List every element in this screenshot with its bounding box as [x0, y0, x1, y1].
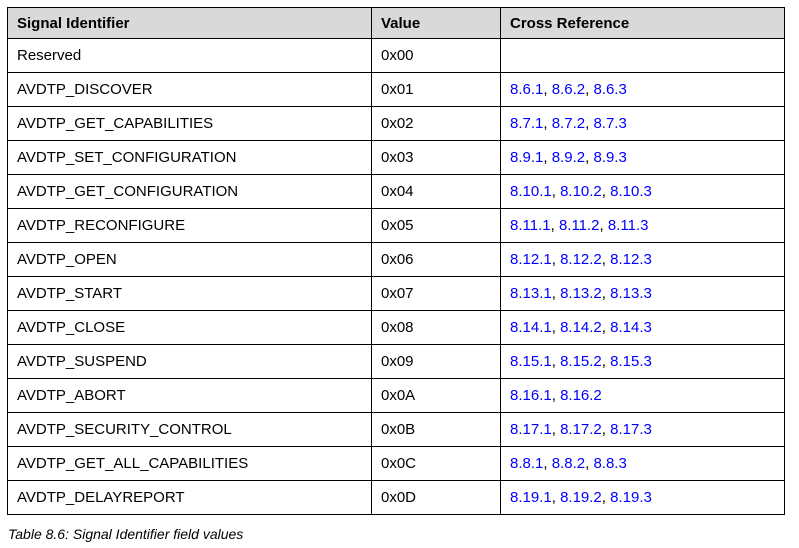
cross-reference-link[interactable]: 8.17.2	[560, 421, 602, 438]
cross-reference-link[interactable]: 8.13.2	[560, 285, 602, 302]
reference-separator: ,	[551, 285, 561, 302]
value-cell: 0x08	[372, 311, 501, 345]
cross-reference-cell	[501, 447, 785, 481]
reference-separator: ,	[551, 421, 561, 438]
header-value: Value	[372, 8, 501, 39]
cross-reference-link[interactable]: 8.8.1	[510, 455, 544, 472]
value-cell: 0x00	[372, 39, 501, 73]
value-cell: 0x0B	[372, 413, 501, 447]
table-row	[8, 345, 785, 379]
cross-reference-link[interactable]: 8.9.1	[510, 149, 544, 166]
cross-reference-link[interactable]: 8.12.3	[610, 251, 652, 268]
value-cell: 0x07	[372, 277, 501, 311]
reference-separator: ,	[601, 489, 611, 506]
reference-separator: ,	[585, 149, 594, 166]
cross-reference-cell	[501, 345, 785, 379]
table-row	[8, 175, 785, 209]
value-cell: 0x05	[372, 209, 501, 243]
reference-separator: ,	[543, 149, 552, 166]
table-row	[8, 209, 785, 243]
header-cross-reference: Cross Reference	[501, 8, 785, 39]
cross-reference-link[interactable]: 8.11.3	[607, 217, 649, 234]
cross-reference-cell	[501, 277, 785, 311]
cross-reference-cell	[501, 175, 785, 209]
table-row	[8, 277, 785, 311]
signal-identifier-cell: AVDTP_ABORT	[8, 379, 372, 413]
table-row	[8, 243, 785, 277]
cross-reference-link[interactable]: 8.14.1	[510, 319, 552, 336]
signal-identifier-cell: AVDTP_GET_CAPABILITIES	[8, 107, 372, 141]
cross-reference-link[interactable]: 8.10.1	[510, 183, 552, 200]
reference-separator: ,	[585, 81, 594, 98]
signal-identifier-cell: AVDTP_SECURITY_CONTROL	[8, 413, 372, 447]
table-caption: Table 8.6: Signal Identifier field values	[8, 526, 244, 542]
cross-reference-link[interactable]: 8.16.2	[560, 387, 602, 404]
table-row	[8, 107, 785, 141]
cross-reference-cell	[501, 141, 785, 175]
signal-identifier-cell: Reserved	[8, 39, 372, 73]
signal-identifier-cell: AVDTP_RECONFIGURE	[8, 209, 372, 243]
signal-identifier-cell: AVDTP_DISCOVER	[8, 73, 372, 107]
value-cell: 0x02	[372, 107, 501, 141]
value-cell: 0x09	[372, 345, 501, 379]
signal-identifier-cell: AVDTP_CLOSE	[8, 311, 372, 345]
table-header-row	[8, 8, 785, 39]
cross-reference-link[interactable]: 8.11.2	[558, 217, 600, 234]
cross-reference-link[interactable]: 8.13.3	[610, 285, 652, 302]
cross-reference-cell	[501, 243, 785, 277]
cross-reference-link[interactable]: 8.9.3	[593, 149, 627, 166]
cross-reference-link[interactable]: 8.7.2	[551, 115, 586, 132]
value-cell: 0x03	[372, 141, 501, 175]
cross-reference-cell	[501, 107, 785, 141]
signal-identifier-cell: AVDTP_OPEN	[8, 243, 372, 277]
reference-separator: ,	[543, 81, 552, 98]
cross-reference-cell	[501, 481, 785, 515]
cross-reference-link[interactable]: 8.11.1	[510, 217, 551, 234]
table-row	[8, 311, 785, 345]
table-row	[8, 447, 785, 481]
reference-separator: ,	[551, 387, 561, 404]
signal-identifier-cell: AVDTP_SET_CONFIGURATION	[8, 141, 372, 175]
header-signal-identifier: Signal Identifier	[8, 8, 372, 39]
cross-reference-link[interactable]: 8.19.1	[510, 489, 552, 506]
reference-separator: ,	[601, 251, 611, 268]
table-row	[8, 379, 785, 413]
value-cell: 0x0C	[372, 447, 501, 481]
value-cell: 0x0D	[372, 481, 501, 515]
reference-separator: ,	[543, 455, 552, 472]
reference-separator: ,	[601, 353, 611, 370]
reference-separator: ,	[551, 353, 561, 370]
cross-reference-cell	[501, 209, 785, 243]
cross-reference-link[interactable]: 8.14.3	[610, 319, 652, 336]
table-body	[8, 39, 785, 515]
cross-reference-link[interactable]: 8.17.3	[610, 421, 652, 438]
signal-identifier-cell: AVDTP_GET_CONFIGURATION	[8, 175, 372, 209]
reference-separator: ,	[599, 217, 608, 234]
signal-identifier-table	[7, 7, 785, 515]
cross-reference-link[interactable]: 8.8.3	[593, 455, 627, 472]
cross-reference-link[interactable]: 8.10.2	[560, 183, 602, 200]
cross-reference-cell	[501, 73, 785, 107]
cross-reference-link[interactable]: 8.12.1	[510, 251, 552, 268]
cross-reference-cell	[501, 311, 785, 345]
cross-reference-link[interactable]: 8.17.1	[510, 421, 552, 438]
cross-reference-link[interactable]: 8.9.2	[551, 149, 586, 166]
reference-separator: ,	[601, 183, 611, 200]
cross-reference-link[interactable]: 8.6.2	[551, 81, 586, 98]
reference-separator: ,	[601, 319, 611, 336]
reference-separator: ,	[551, 251, 561, 268]
cross-reference-link[interactable]: 8.8.2	[551, 455, 586, 472]
value-cell: 0x01	[372, 73, 501, 107]
cross-reference-link[interactable]: 8.19.3	[610, 489, 652, 506]
signal-identifier-cell: AVDTP_DELAYREPORT	[8, 481, 372, 515]
table-row	[8, 413, 785, 447]
cross-reference-link[interactable]: 8.13.1	[510, 285, 552, 302]
reference-separator: ,	[543, 115, 552, 132]
cross-reference-link[interactable]: 8.6.1	[510, 81, 544, 98]
cross-reference-link[interactable]: 8.6.3	[593, 81, 627, 98]
cross-reference-link[interactable]: 8.7.1	[510, 115, 544, 132]
reference-separator: ,	[551, 489, 561, 506]
signal-identifier-cell: AVDTP_SUSPEND	[8, 345, 372, 379]
reference-separator: ,	[585, 115, 594, 132]
signal-identifier-cell: AVDTP_START	[8, 277, 372, 311]
reference-separator: ,	[550, 217, 559, 234]
cross-reference-cell	[501, 413, 785, 447]
cross-reference-link[interactable]: 8.12.2	[560, 251, 602, 268]
cross-reference-link[interactable]: 8.14.2	[560, 319, 602, 336]
cross-reference-link[interactable]: 8.15.2	[560, 353, 602, 370]
cross-reference-link[interactable]: 8.19.2	[560, 489, 602, 506]
cross-reference-link[interactable]: 8.15.1	[510, 353, 552, 370]
table-row	[8, 73, 785, 107]
reference-separator: ,	[601, 285, 611, 302]
reference-separator: ,	[551, 319, 561, 336]
reference-separator: ,	[551, 183, 561, 200]
reference-separator: ,	[601, 421, 611, 438]
cross-reference-cell	[501, 39, 785, 73]
value-cell: 0x06	[372, 243, 501, 277]
cross-reference-link[interactable]: 8.10.3	[610, 183, 652, 200]
signal-identifier-cell: AVDTP_GET_ALL_CAPABILITIES	[8, 447, 372, 481]
cross-reference-link[interactable]: 8.7.3	[593, 115, 627, 132]
reference-separator: ,	[585, 455, 594, 472]
value-cell: 0x0A	[372, 379, 501, 413]
value-cell: 0x04	[372, 175, 501, 209]
table-row	[8, 39, 785, 73]
table-row	[8, 141, 785, 175]
table-row	[8, 481, 785, 515]
cross-reference-link[interactable]: 8.15.3	[610, 353, 652, 370]
cross-reference-cell	[501, 379, 785, 413]
cross-reference-link[interactable]: 8.16.1	[510, 387, 552, 404]
